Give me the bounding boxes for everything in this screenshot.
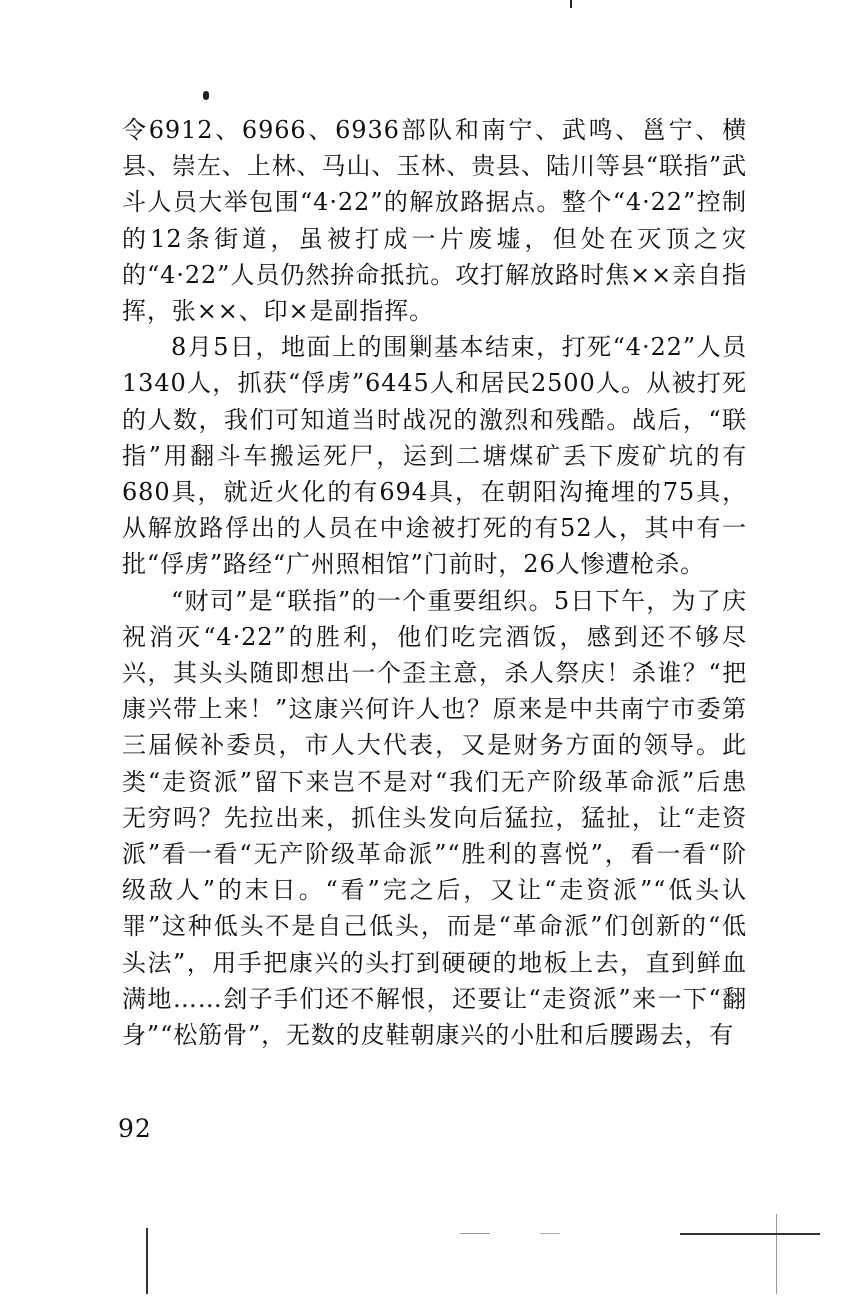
- paragraph-3: “财司”是“联指”的一个重要组织。5日下午，为了庆祝消灭“4·22”的胜利，他们吃完酒饭，感到还不够尽兴，其头头随即想出一个歪主意，杀人祭庆！杀谁？“把康兴带上来！”这康兴何许人也？原来是中共南宁市委第三届候补委员，市人大代表，又是财务方面的领导。此类“走资派”留下来岂不是对“我们无产阶级革命派”后患无穷吗？先拉出来，抓住头发向后猛拉，猛扯，让“走资派”看一看“无产阶级革命派”“胜利的喜悦”，看一看“阶级敌人”的末日。“看”完之后，又让“走资派”“低头认罪”这种低头不是自己低头，而是“革命派”们创新的“低头法”，用手把康兴的头打到硬硬的地板上去，直到鲜血满地……刽子手们还不解恨，还要让“走资派”来一下“翻身”“松筋骨”，无数的皮鞋朝康兴的小肚和后腰踢去，有: [122, 586, 747, 1050]
- scan-artifact-dash: [680, 1233, 820, 1235]
- scan-artifact-dash: [540, 1233, 560, 1234]
- scan-edge-line: [146, 1228, 148, 1294]
- page-number: 92: [118, 1114, 152, 1143]
- ink-speck: [570, 0, 572, 8]
- paragraph-1: 令6912、6966、6936部队和南宁、武鸣、邕宁、横县、崇左、上林、马山、玉林、贵县、陆川等县“联指”武斗人员大举包围“4·22”的解放路据点。整个“4·22”控制的12条街道，虽被打成一片废墟，但处在灭顶之灾的“4·22”人员仍然拚命抵抗。攻打解放路时焦××亲自指挥，张××、印×是副指挥。: [122, 116, 747, 326]
- paragraph-2: 8月5日，地面上的围剿基本结束，打死“4·22”人员1340人，抓获“俘虏”6445人和居民2500人。从被打死的人数，我们可知道当时战况的激烈和残酷。战后，“联指”用翻斗车搬运死尸，运到二塘煤矿丢下废矿坑的有680具，就近火化的有694具，在朝阳沟掩埋的75具，从解放路俘出的人员在中途被打死的有52人，其中有一批“俘虏”路经“广州照相馆”门前时，26人惨遭枪杀。: [122, 333, 747, 579]
- scan-artifact-dash: [460, 1233, 490, 1234]
- scan-edge-line: [776, 1214, 777, 1294]
- ink-speck: [203, 91, 209, 100]
- body-text: [122, 112, 747, 1053]
